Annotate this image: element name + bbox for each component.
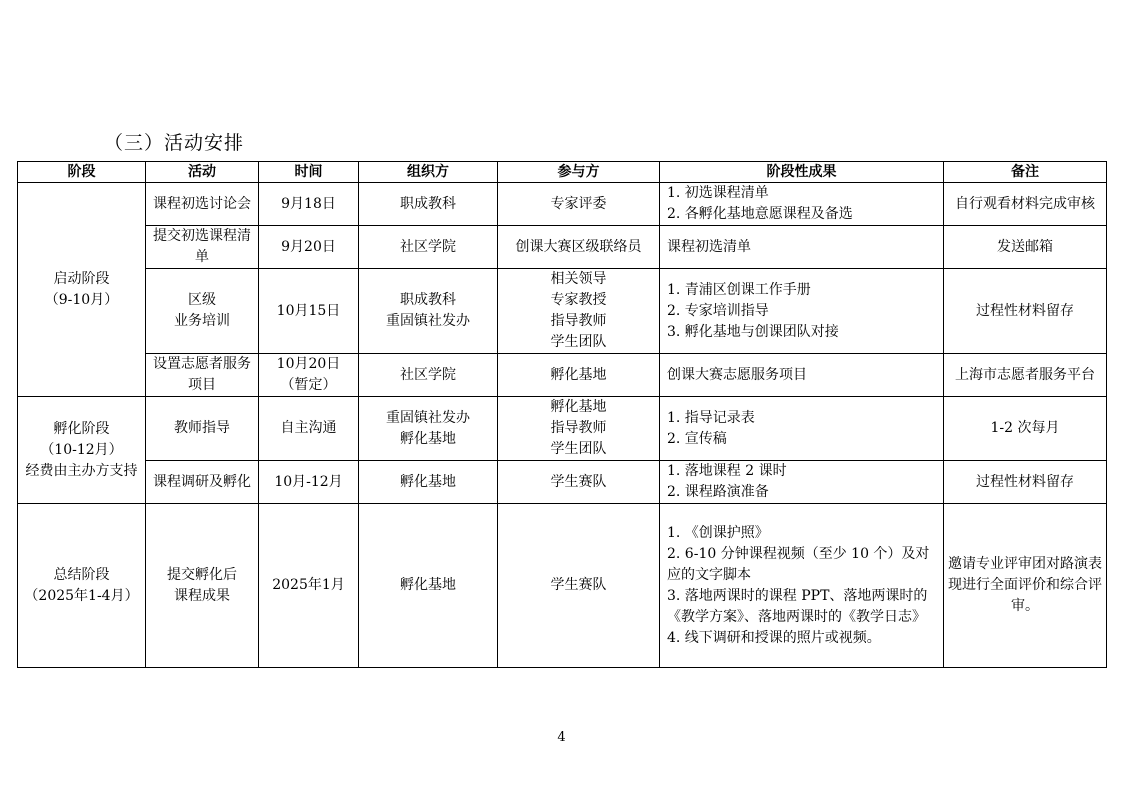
activity-line: 业务培训 xyxy=(174,313,230,329)
time-cell xyxy=(259,183,359,226)
participant-cell xyxy=(498,183,660,226)
time-line: （暂定） xyxy=(280,377,337,393)
time-cell xyxy=(259,354,359,397)
table-row xyxy=(18,461,1107,504)
outcome-cell xyxy=(660,397,944,461)
outcome-cell xyxy=(660,354,944,397)
activity-cell: 课程调研及孵化 xyxy=(146,461,259,504)
outcome-line: 1. 落地课程 2 课时 xyxy=(667,463,787,479)
stage-label-line: （10-12月） xyxy=(40,441,123,458)
time-line: 自主沟通 xyxy=(280,420,337,436)
note-cell: 过程性材料留存 xyxy=(944,461,1107,504)
outcome-line: 3. 孵化基地与创课团队对接 xyxy=(667,323,839,340)
outcome-line: 1. 《创课护照》 xyxy=(667,524,769,541)
organizer-cell xyxy=(359,461,498,504)
stage-label-line: 孵化阶段 xyxy=(53,420,110,437)
note-cell: 发送邮箱 xyxy=(944,226,1107,269)
header-outcomes: 阶段性成果 xyxy=(660,162,944,183)
time-line: 2025年1月 xyxy=(272,577,345,593)
participant-line: 专家评委 xyxy=(550,195,607,212)
organizer-cell xyxy=(359,183,498,226)
organizer-line: 职成教科 xyxy=(400,195,456,212)
activity-schedule-table xyxy=(17,161,1107,668)
outcome-line: 创课大赛志愿服务项目 xyxy=(667,366,807,383)
time-line: 10月-12月 xyxy=(274,473,343,490)
participant-line: 创课大赛区级联络员 xyxy=(515,238,642,255)
organizer-line: 孵化基地 xyxy=(400,577,456,593)
participant-line: 学生团队 xyxy=(550,441,607,457)
note-cell: 1-2 次每月 xyxy=(944,397,1107,461)
participant-cell xyxy=(498,226,660,269)
outcome-line: 4. 线下调研和授课的照片或视频。 xyxy=(667,629,881,646)
table-row xyxy=(18,354,1107,397)
organizer-cell xyxy=(359,226,498,269)
outcome-line: 课程初选清单 xyxy=(667,238,751,255)
participant-line: 学生赛队 xyxy=(550,473,607,490)
participant-cell xyxy=(498,269,660,354)
organizer-line: 职成教科 xyxy=(400,292,456,308)
outcome-cell xyxy=(660,461,944,504)
organizer-cell xyxy=(359,397,498,461)
header-organizer: 组织方 xyxy=(359,162,498,183)
outcome-line: 2. 宣传稿 xyxy=(667,430,727,447)
time-line: 10月15日 xyxy=(276,302,341,319)
participant-line: 学生赛队 xyxy=(550,577,607,593)
participant-cell xyxy=(498,354,660,397)
activity-line: 区级 xyxy=(188,292,216,308)
stage-label-line: （9-10月） xyxy=(44,291,119,308)
outcome-line: 1. 指导记录表 xyxy=(667,409,755,426)
stage-cell xyxy=(18,183,146,397)
organizer-cell xyxy=(359,354,498,397)
activity-cell: 设置志愿者服务项目 xyxy=(146,354,259,397)
header-participants: 参与方 xyxy=(498,162,660,183)
time-line: 9月20日 xyxy=(281,238,336,255)
participant-cell xyxy=(498,397,660,461)
activity-cell: 提交初选课程清单 xyxy=(146,226,259,269)
note-cell: 过程性材料留存 xyxy=(944,269,1107,354)
note-cell: 邀请专业评审团对路演表现进行全面评价和综合评审。 xyxy=(944,504,1107,668)
activity-cell xyxy=(146,269,259,354)
organizer-line: 孵化基地 xyxy=(400,473,456,490)
stage-label-line: 总结阶段 xyxy=(53,566,110,583)
outcome-cell xyxy=(660,183,944,226)
outcome-line: 1. 青浦区创课工作手册 xyxy=(667,281,811,298)
organizer-line: 孵化基地 xyxy=(400,430,456,447)
header-stage: 阶段 xyxy=(18,162,146,183)
outcome-line: 2. 专家培训指导 xyxy=(667,302,769,319)
stage-label-line: 启动阶段 xyxy=(53,270,110,287)
time-cell xyxy=(259,397,359,461)
header-time: 时间 xyxy=(259,162,359,183)
stage-label-line: （2025年1-4月） xyxy=(24,587,139,604)
header-activity: 活动 xyxy=(146,162,259,183)
organizer-cell xyxy=(359,269,498,354)
time-line: 9月18日 xyxy=(281,195,336,212)
organizer-cell xyxy=(359,504,498,668)
activity-cell xyxy=(146,504,259,668)
participant-line: 孵化基地 xyxy=(550,399,607,415)
outcome-line: 2. 6-10 分钟课程视频（至少 10 个）及对应的文字脚本 xyxy=(667,545,930,583)
organizer-line: 社区学院 xyxy=(400,366,456,383)
participant-cell xyxy=(498,504,660,668)
outcome-line: 2. 各孵化基地意愿课程及备选 xyxy=(667,206,853,222)
participant-line: 指导教师 xyxy=(550,420,607,436)
participant-line: 孵化基地 xyxy=(550,366,607,383)
time-cell xyxy=(259,461,359,504)
participant-line: 学生团队 xyxy=(550,334,607,350)
outcome-line: 3. 落地两课时的课程 PPT、落地两课时的《教学方案》、落地两课时的《教学日志》 xyxy=(667,587,928,625)
section-title: （三）活动安排 xyxy=(104,132,245,154)
time-line: 10月20日 xyxy=(276,356,341,372)
participant-line: 相关领导 xyxy=(550,271,607,287)
participant-line: 指导教师 xyxy=(550,313,607,329)
page-number: 4 xyxy=(557,730,566,745)
outcome-cell xyxy=(660,504,944,668)
header-notes: 备注 xyxy=(944,162,1107,183)
stage-cell xyxy=(18,504,146,668)
participant-line: 专家教授 xyxy=(550,292,607,308)
outcome-line: 1. 初选课程清单 xyxy=(667,185,769,201)
table-row xyxy=(18,269,1107,354)
time-cell xyxy=(259,504,359,668)
table-row xyxy=(18,504,1107,668)
organizer-line: 重固镇社发办 xyxy=(386,313,470,329)
note-cell: 自行观看材料完成审核 xyxy=(944,183,1107,226)
activity-cell: 教师指导 xyxy=(146,397,259,461)
participant-cell xyxy=(498,461,660,504)
table-row xyxy=(18,226,1107,269)
outcome-cell xyxy=(660,226,944,269)
activity-line: 课程成果 xyxy=(174,587,230,604)
outcome-line: 2. 课程路演准备 xyxy=(667,484,769,500)
note-cell: 上海市志愿者服务平台 xyxy=(944,354,1107,397)
organizer-line: 社区学院 xyxy=(400,238,456,255)
activity-line: 提交孵化后 xyxy=(167,566,237,583)
time-cell xyxy=(259,269,359,354)
outcome-cell xyxy=(660,269,944,354)
table-header-row xyxy=(18,162,1107,183)
stage-label-line: 经费由主办方支持 xyxy=(25,462,138,479)
table-row xyxy=(18,183,1107,226)
activity-cell: 课程初选讨论会 xyxy=(146,183,259,226)
table-row xyxy=(18,397,1107,461)
time-cell xyxy=(259,226,359,269)
organizer-line: 重固镇社发办 xyxy=(386,409,470,426)
stage-cell xyxy=(18,397,146,504)
